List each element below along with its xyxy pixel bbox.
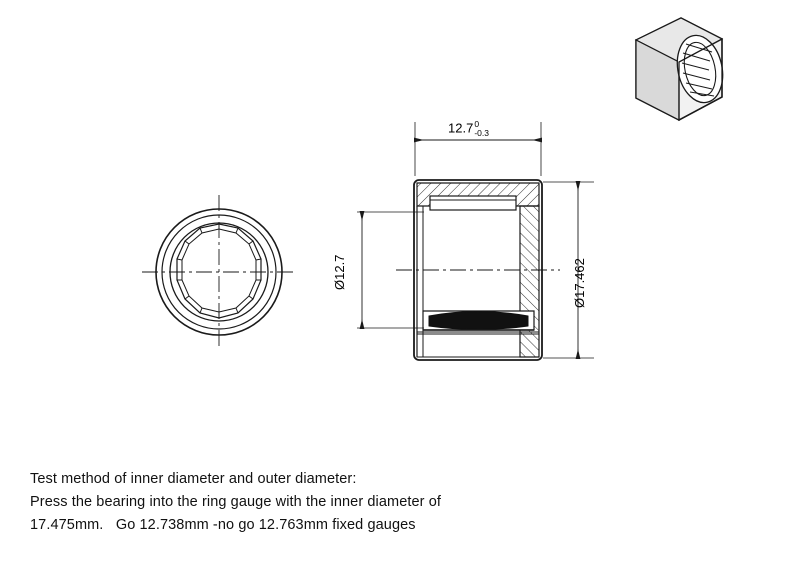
width-tolerance-lower: -0.3 (474, 128, 489, 138)
note-line-2: Press the bearing into the ring gauge with the inner diameter of (30, 494, 442, 510)
cross-section-view (396, 180, 560, 360)
inner-diameter-label: Ø12.7 (332, 254, 347, 290)
width-dimension-label (448, 120, 489, 138)
width-tolerance-upper: 0 (474, 119, 480, 129)
note-line-3: 17.475mm. Go 12.738mm -no go 12.763mm fixed gauges (30, 517, 416, 533)
width-value: 12.7 (448, 120, 474, 136)
width-tolerance (474, 120, 489, 138)
outer-diameter-label: Ø17.462 (572, 258, 587, 308)
note-line-1: Test method of inner diameter and outer diameter: (30, 471, 357, 487)
front-circular-view (142, 195, 296, 349)
test-method-notes (30, 468, 650, 537)
isometric-3d-view (636, 18, 729, 120)
